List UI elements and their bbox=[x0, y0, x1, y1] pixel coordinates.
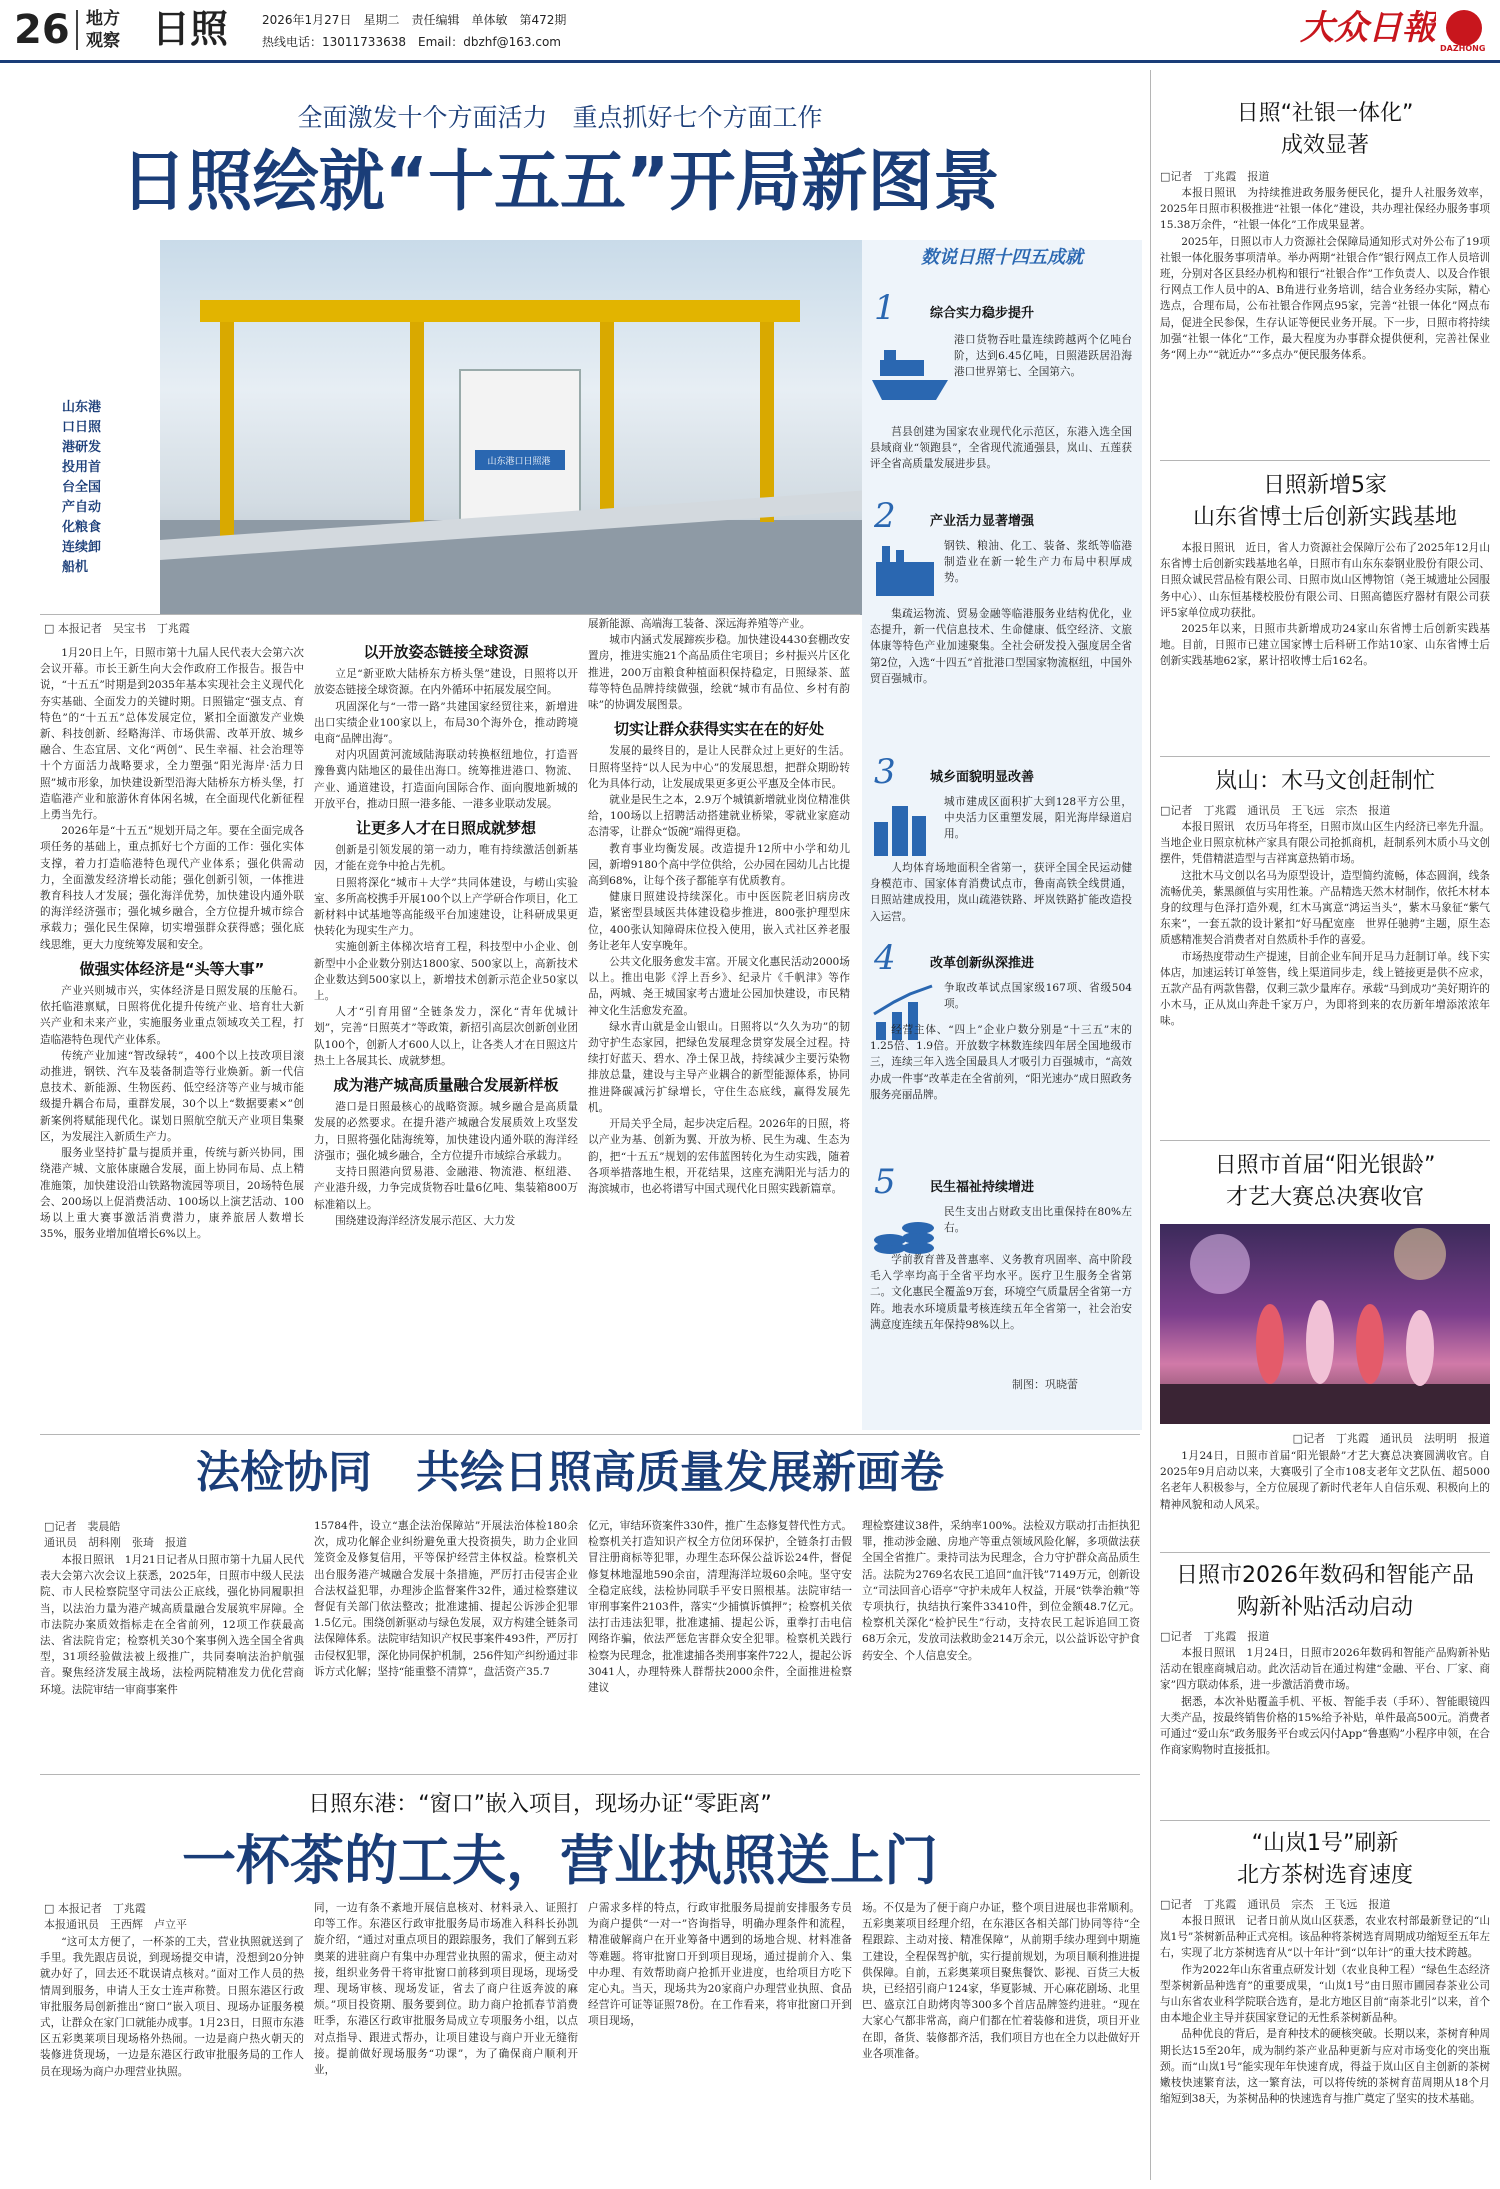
side-title-1: 日照“社银一体化” 成效显著 bbox=[1236, 101, 1414, 158]
fajian-col-3: 亿元，审结环资案件330件，推广生态修复替代性方式。检察机关打造知识产权全方位闭环保护，全链条打击假冒注册商标等犯罪，办理生态环保公益诉讼24件，督促修复林地湿地590余亩，清理海洋垃圾60余吨。坚守安全稳定底线，法检协同联手平安日照根基。法院审结一审刑事案件2103件，落实“少捕慎诉慎押”；检察机关依法打击违法犯罪，批准逮捕、提起公诉，重拳打击电信网络诈骗，依法严惩危害群众安全犯罪。检察机关践行检察为民理念，批准逮捕各类刑事案件722人，提起公诉3041人，办理特殊人群帮扶2000余件，全面推进检察建议 bbox=[588, 1520, 852, 1695]
tea-col-4: 场。不仅是为了便于商户办证，整个项目进展也非常顺利。五彩奥莱项目经理介绍，在东港区各相关部门协同等待“全程跟踪、主动对接、精准保障”，从前期手续办理到中期施工建设，全程保驾护航，实行提前规划，为项目顺利推进提供保障。自前，五彩奥莱项目聚焦餐饮、影视、百货三大板块，已经招引商户124家，华夏影城、开心麻花剧场、北里巴、盛京江自助烤肉等300多个首店品牌签约进驻。“现在大家心气都非常高，商户们都在忙着装修和进货，项目开业在即，备货、装修都齐活，我们项目方也在全力以赴做好开业各项准备。 bbox=[862, 1902, 1140, 2060]
stat-item-2: 2 产业活力显著增强 钢铁、粮油、化工、装备、浆纸等临港制造业在新一轮生产力布局中积厚成势。 集疏运物流、贸易金融等临港服务业结构优化，业态提升，新一代信息技术、生命健康、低空经济、文旅体康等特色产业加速聚集。全社会研发投入强度居全省第2位，入选“十四五”首批港口型国家物流枢纽，中国外贸百强城市。 bbox=[870, 502, 1132, 685]
fajian-col-1: 本报日照讯 1月21日记者从日照市第十九届人民代表大会第六次会议上获悉，2025年，日照市中级人民法院、市人民检察院坚守司法公正底线，强化协同履职担当，以法治力量为港产城高质量融合发展筑牢屏障。全市法院办案质效指标走在全省前列，12项工作获最高法、省法院肯定；检察机关30个案事例入选全国全省典型，31项经验做法被上级推广，共同奏响法治护航强音。聚焦经济发展主战场，法检两院精准发力优化营商环境。法院审结一审商事案件 bbox=[40, 1554, 304, 1696]
edition-name: 日照 bbox=[152, 7, 229, 51]
page-number: 26 bbox=[14, 7, 70, 53]
stat-item-5: 5 民生福祉持续增进 民生支出占财政支出比重保持在80%左右。 学前教育普及普惠率、义务教育巩固率、高中阶段毛入学率均高于全省平均水平。医疗卫生服务全省第二。文化惠民全覆盖9万套，环境空气质量居全省第一方阵。地表水环境质量考核连续五年全省第一，社会治安满意度连续五年保持98%以上。 bbox=[870, 1168, 1132, 1331]
hotline: 热线电话：13011733638 Email：dbzhf@163.com bbox=[262, 35, 561, 49]
lead-subhead-5: 切实让群众获得实实在在的好处 bbox=[613, 720, 824, 739]
fajian-byline-1: □记者 裴晨皓 bbox=[44, 1520, 121, 1533]
lead-col-2: 以开放姿态链接全球资源 立足“新亚欧大陆桥东方桥头堡”建设，日照将以开放姿态链接全球资源。在内外循环中拓展发展空间。 巩固深化与“一带一路”共建国家经贸往来，新增进出口实绩企业100家以上，布局30个海外仓，推动跨境电商“品牌出海”。 对内巩固黄河流域陆海联动转换枢纽地位，打造晋豫鲁冀内陆地区的最佳出海口。统筹推进港口、物流、产业、通道建设，打造面向国际合作、面向腹地新城的开放平台，推动日照一港多能、一港多业联动发展。 让更多人才在日照成就梦想 创新是引领发展的第一动力，唯有持续激活创新基因，才能在竞争中抢占先机。 日照将深化“城市＋大学”共同体建设，与崂山实验室、多所高校携手开展100个以上产学研合作项目，化工新材料中试基地等高能级平台加速建设，让科研成果更快转化为现实生产力。 实施创新主体梯次培育工程，科技型中小企业、创新型中小企业数分别达1800家、500家以上，高新技术企业数达到500家以上，新增技术创新示范企业50家以上。 人才“引育用留”全链条发力，深化“青年优城计划”，完善“日照英才”等政策，新招引高层次创新创业团队100个，创新人才600人以上，让各类人才在日照这片热土上各展其长、成就梦想。 成为港产城高质量融合发展新样板 港口是日照最核心的战略资源。城乡融合是高质量发展的必然要求。在提升港产城融合发展质效上攻坚发力，日照将强化陆海统筹，加快建设内通外联的海洋经济强市；强化城乡融合，全方位提升市域综合承载力。 支持日照港向贸易港、金融港、物流港、枢纽港、产业港升级，力争完成货物吞吐量6亿吨、集装箱800万标准箱以上。 围绕建设海洋经济发展示范区、大力发 bbox=[314, 643, 578, 1227]
side-title-2: 日照新增5家 山东省博士后创新实践基地 bbox=[1192, 473, 1457, 530]
side-title-6: “山岚1号”刷新 北方茶树选育速度 bbox=[1236, 1831, 1413, 1888]
stage-photo bbox=[1160, 1224, 1490, 1424]
ship-icon bbox=[870, 340, 950, 410]
fajian-col-2: 15784件，设立“惠企法治保障站”开展法治体检180余次，成功化解企业纠纷避免重大投资损失，助力企业回笼资金及修复信用，平等保护经营主体权益。检察机关出台服务港产城融合发展十条措施，严厉打击侵害企业合法权益犯罪，办理涉企监督案件32件，通过检察建议督促有关部门依法整改；批准逮捕、提起公诉涉企犯罪1.5亿元。围绕创新驱动与绿色发展，双方构建全链条司法保障体系。法院审结知识产权民事案件493件，严厉打击侵权犯罪，深化协同保护机制，256件知产纠纷通过非诉方式化解；坚持“能重整不清算”，盘活资产35.7 bbox=[314, 1520, 578, 1678]
tea-col-2: 同，一边有条不紊地开展信息核对、材料录入、证照打印等工作。东港区行政审批服务局市场准入科科长孙凯旋介绍，“通过对重点项目的跟踪服务，我们了解到五彩奥莱的进驻商户有集中办理营业执照的需求，便主动对接，组织业务骨干将审批窗口前移到项目现场，现场受理、现场审核、现场发证，省去了商户往返奔波的麻烦。”项目投资期、服务要到位。助力商户抢抓春节消费旺季，东港区行政审批服务局成立专项服务小组，以点对点指导、跟进式帮办，让项目建设与商户开业无缝衔接。提前做好现场服务“功课”，为了确保商户顺利开业， bbox=[314, 1902, 578, 2077]
stat-item-4: 4 改革创新纵深推进 争取改革试点国家级167项、省级504项。 经营主体、“四上”企业户数分别是“十三五”末的1.25倍、1.9倍。开放数字林数连续四年居全国地级市三，连续三年入选全国最具人才吸引力百强城市，“高效办成一件事”改革走在全省前列，“阳光速办”成日照政务服务亮丽品牌。 bbox=[870, 944, 1132, 1101]
newspaper-logo: 大众日報 DAZHONG bbox=[1300, 8, 1486, 53]
factory-icon bbox=[870, 542, 940, 602]
logo-emblem-icon bbox=[1446, 10, 1482, 46]
city-icon bbox=[870, 798, 940, 858]
lead-kicker: 全面激发十个方面活力 重点抓好七个方面工作 bbox=[297, 103, 823, 132]
side-story-2: 日照新增5家 山东省博士后创新实践基地 本报日照讯 近日，省人力资源社会保障厅公布了2025年12月山东省博士后创新实践基地名单，日照市有山东东泰钢业股份有限公司、日照众诚民营品检有限公司、日照市岚山区博物馆（尧王城遗址公园服务中心）、山东恒基楼校股份有限公司、日照高德医疗器材有限公司获评5家单位成功获批。 2025年以来，日照市共新增成功24家山东省博士后创新实践基地。目前，日照市已建立国家博士后科研工作站10家、山东省博士后创新实践基地62家，累计招收博士后162名。 bbox=[1160, 470, 1490, 750]
side-story-3: 岚山：木马文创赶制忙 □记者 丁兆霞 通讯员 王飞远 宗杰 报道 本报日照讯 农历马年将至，日照市岚山区生内经济已率先升温。当地企业日照京杭林产家具有限公司抢抓商机，赶制系列木质小马文创摆件，凭借精湛造型与吉祥寓意热销市场。 这批木马文创以名马为原型设计，造型简约流畅，体态圆润，线条流畅优美，紫黑颜值与实用性兼。产品精选天然木材制作，依托木材本身的纹理与色泽打造外观，红木马寓意“鸿运当头”，紫木马象征“紫气东来”，一套五款的设计紧扣“好马配宽座 世界任驰骋”主题，原生态质感精准契合消费者对自然质朴手作的喜爱。 市场热度带动生产提速，目前企业车间开足马力赶制订单。线下实体店，加速运转订单签售，线上渠道同步走，线上链接更是供不应求，五款产品有两款售罄，仅剩三款少量库存。承载“马到成功”美好期许的小木马，正从岚山奔赴千家万户，为即将到来的农历新年增添浓浓年味。 bbox=[1160, 766, 1490, 1138]
lead-subhead-3: 让更多人才在日照成就梦想 bbox=[355, 819, 536, 838]
side-title-3: 岚山：木马文创赶制忙 bbox=[1214, 769, 1435, 794]
lead-headline: 日照绘就“十五五”开局新图景 bbox=[120, 143, 1000, 220]
tea-col-3: 户需求多样的特点，行政审批服务局提前安排服务专员为商户提供“一对一”咨询指导，明确办理条件和流程，精准破解商户在开业筹备中遇到的场地合规、材料准备等难题。将审批窗口开到项目现场，通过提前介入、集中办理、有效帮助商户抢抓开业进度，也给项目方吃下定心丸。当天，现场共为20家商户办理营业执照、食品经营许可证等证照78份。在工作看来，将审批窗口开到项目现场， bbox=[588, 1902, 852, 2028]
fajian-byline-2: 通讯员 胡科刚 张琦 报道 bbox=[44, 1536, 187, 1549]
lead-photo bbox=[160, 240, 870, 615]
section-b: 观察 bbox=[86, 31, 120, 51]
stats-panel bbox=[862, 240, 1142, 1430]
section-a: 地方 bbox=[86, 9, 120, 29]
side-title-5: 日照市2026年数码和智能产品 购新补贴活动启动 bbox=[1176, 1563, 1474, 1620]
side-story-1: 日照“社银一体化” 成效显著 □记者 丁兆霞 报道 本报日照讯 为持续推进政务服务便民化，提升人社服务效率，2025年日照市积极推进“社银一体化”建设，共办理社保经办服务事项15.38万余件，“社银一体化”工作成果显著。 2025年，日照以市人力资源社会保障局通知形式对外公布了19项社银一体化服务事项清单。举办两期“社银合作”银行网点工作人员培训班，分别对各区县经办机构和银行“社银合作”工作负责人、以及合作银行网点工作人员中的A、B角进行业务培训，结合业务经办实际，精心选点，合理布局，公布社银合作网点95家，完善“社银一体化”网点布局，促进全民参保，生存认证等便民业务开展。下一步，日照市将持续加强“社银一体化”工作，最大程度为办事群众提供便利，完善社保业务“网上办”“就近办”“多点办”便民服务体系。 bbox=[1160, 98, 1490, 458]
lead-subhead-1: 做强实体经济是“头等大事” bbox=[79, 959, 265, 978]
photo-caption: 山东港口日照港研发投用首台全国产自动化粮食连续卸船机 bbox=[62, 400, 102, 575]
tea-headline: 一杯茶的工夫，营业执照送上门 bbox=[182, 1829, 938, 1892]
stat-item-3: 3 城乡面貌明显改善 城市建成区面积扩大到128平方公里，中央活力区重塑发展，阳光海岸绿道启用。 人均体育场地面积全省第一，获评全国全民运动健身模范市、国家体育消费试点市，鲁南高铁全线贯通，日照站建成投用，岚山疏港铁路、坪岚铁路扩能改造投入运营。 bbox=[870, 758, 1132, 923]
stats-credit: 制图：巩晓蕾 bbox=[1012, 1378, 1078, 1391]
lead-subhead-4: 成为港产城高质量融合发展新样板 bbox=[333, 1076, 559, 1095]
side-story-6: “山岚1号”刷新 北方茶树选育速度 □记者 丁兆霞 通讯员 宗杰 王飞远 报道 本报日照讯 记者日前从岚山区获悉，农业农村部最新登记的“山岚1号”茶树新品种正式亮相。该品种将茶树选育周期成功缩短至五年左右，实现了北方茶树选育从“以十年计”到“以年计”的重大技术跨越。 作为2022年山东省重点研发计划（农业良种工程）“绿色生态经济型茶树新品种选育”的重要成果，“山岚1号”由日照市圃园春茶业公司与山东省农业科学院联合选育，是北方地区目前“南茶北引”以来，首个由本地企业主导并获国家登记的无性系茶树新品种。 品种优良的背后，是育种技术的硬核突破。长期以来，茶树育种周期长达15至20年，成为制约茶产业品种更新与应对市场变化的突出瓶颈。而“山岚1号”能实现年年快速育成，得益于岚山区自主创新的茶树嫩枝快速繁育法，这一繁育法，可以将传统的茶树育苗周期从18个月缩短到38天，为茶树品种的快速选育与推广奠定了坚实的技术基础。 bbox=[1160, 1828, 1490, 2184]
tea-col-1: “这可太方便了，一杯茶的工夫，营业执照就送到了手里。我先跟店员说，到现场提交申请，没想到20分钟就办好了，回去还不耽误请点核对。”面对工作人员的热情周到服务，申请人王女士连声称赞。日照东港区行政审批服务局创新推出“窗口”嵌入项目、现场办证服务模式，让群众在家门口就能办成事。1月23日，日照市东港区五彩奥莱项目现场格外热闹。一边是商户热火朝天的装修进货现场，一边是东港区行政审批服务局的工作人员在现场为商户办理营业执照。 bbox=[40, 1936, 304, 2078]
date-line: 2026年1月27日 星期二 责任编辑 单体敏 第472期 bbox=[262, 13, 567, 27]
tea-byline-1: □ 本报记者 丁兆霞 bbox=[44, 1902, 146, 1915]
photo-sign: 山东港口日照港 bbox=[487, 457, 551, 467]
side-story-4: 日照市首届“阳光银龄” 才艺大赛总决赛收官 □记者 丁兆霞 通讯员 法明明 报道 1月24日，日照市首届“阳光银龄”才艺大赛总决赛圆满收官。自2025年9月启动以来，大赛吸引了全市108支老年文艺队伍、超5000名老年人积极参与，全方位展现了新时代老年人自信乐观、积极向上的精神风貌和动人风采。 bbox=[1160, 1150, 1490, 1550]
lead-subhead-2: 以开放姿态链接全球资源 bbox=[363, 643, 529, 661]
stats-title: 数说日照十四五成就 bbox=[921, 247, 1083, 268]
tea-kicker: 日照东港：“窗口”嵌入项目，现场办证“零距离” bbox=[308, 1792, 772, 1817]
lead-col-1: 1月20日上午，日照市第十九届人民代表大会第六次会议开幕。市长王新生向大会作政府工作报告。报告中说，“十五五”时期是到2035年基本实现社会主义现代化夯实基础、全面发力的关键时期。日照锚定“强支点、育特色”的“十五五”总体发展定位，紧扣全面激发产业焕新、科技创新、经略海洋、市场供需、改革开放、城乡融合、生态宜居、文化“两创”、民生幸福、社会治理等十个方面活力战略要求，全力塑强“阳光海岸·活力日照”城市形象，加快建设新型沿海大陆桥东方桥头堡，打造临港产业和旅游休育体闲名城，在全面现代化新征程上勇当先行。 2026年是“十五五”规划开局之年。要在全面完成各项任务的基础上，重点抓好七个方面的工作：强化实体支撑，着力打造临港特色现代产业体系；强化供需动力，全面激发经济增长动能；强化创新引领，一体推进教育科技人才发展；强化海洋优势，加快建设内通外联的海洋经济强市；强化城乡融合，全方位提升城市综合承载力；强化民生保障，切实增强群众获得感；强化底线思维，更大力度统筹发展和安全。 做强实体经济是“头等大事” 产业兴则城市兴，实体经济是日照发展的压舱石。依托临港禀赋，日照将优化提升传统产业、培育壮大新兴产业和未来产业，实施服务业重点领域攻关工程，打造临港特色现代产业体系。 传统产业加速“智改绿转”，400个以上技改项目滚动推进，钢铁、汽车及装备制造等行业焕新。新一代信息技术、新能源、生物医药、低空经济等产业与城市能级提升耦合布局，重群发展，30个以上“数据要素×”创新案例将赋能现代化。谋划日照航空航天产业项目集聚区，为发展注入新质生产力。 服务业坚持扩量与提质并重，传统与新兴协同，围绕港产城、文旅体康融合发展，面上协同布局、点上精准施策，加快建设沿山铁路物流园等项目，20场特色展会、200场以上促消费活动、100场以上演艺活动、100场以上重大赛事激活消费潜力，康养旅居人数增长35%，服务业增加值增长6%以上。 bbox=[40, 647, 304, 1241]
masthead bbox=[0, 0, 1500, 60]
coins-icon bbox=[870, 1208, 940, 1258]
stat-item-1: 1 综合实力稳步提升 港口货物吞吐量连续跨越两个亿吨台阶，达到6.45亿吨，日照港跃居沿海港口世界第七、全国第六。 莒县创建为国家农业现代化示范区，东港入选全国县域商业“领跑县”，全省现代流通强县，岚山、五莲获评全省高质量发展进步县。 bbox=[870, 294, 1132, 471]
tea-byline-2: 本报通讯员 王西辉 卢立平 bbox=[44, 1918, 187, 1931]
side-title-4: 日照市首届“阳光银龄” 才艺大赛总决赛收官 bbox=[1214, 1153, 1436, 1210]
fajian-headline: 法检协同 共绘日照高质量发展新画卷 bbox=[196, 1447, 944, 1498]
lead-byline: □ 本报记者 吴宝书 丁兆霞 bbox=[44, 622, 190, 635]
fajian-col-4: 理检察建议38件，采纳率100%。法检双方联动打击拒执犯罪，推动涉金融、房地产等重点领域风险化解，多项做法获全国全省推广。秉持司法为民理念，合力守护群众高品质生活。法院为2769名农民工追回“血汗钱”7149万元，创新设立“司法回音心语亭”守护未成年人权益，开展“铁拳治赖”等专项执行，执结执行案件33410件，到位金额48.7亿元。检察机关深化“检护民生”行动，支持农民工起诉追回工资68万余元，发放司法救助金214万余元，以公益诉讼守护食药安全、个人信息安全。 bbox=[862, 1520, 1140, 1662]
lead-col-3: 展新能源、高端海工装备、深远海养殖等产业。 城市内涵式发展蹄疾步稳。加快建设4430套棚改安置房，推进实施21个高品质住宅项目；乡村振兴片区化推进，200万亩粮食种植面积保持稳定，日照绿茶、蓝莓等特色品牌持续做强，绘就“城市有品位、乡村有韵味”的协调发展图景。 切实让群众获得实实在在的好处 发展的最终目的，是让人民群众过上更好的生活。日照将坚持“以人民为中心”的发展思想，把群众期盼转化为具体行动，让发展成果更多更公平惠及全体市民。 就业是民生之本，2.9万个城镇新增就业岗位精准供给，100场以上招聘活动搭建就业桥梁，零就业家庭动态清零，让群众“饭碗”端得更稳。 教育事业均衡发展。改造提升12所中小学和幼儿园，新增9180个高中学位供给，公办园在园幼儿占比提高到68%，让每个孩子都能享有优质教育。 健康日照建设持续深化。市中医医院老旧病房改造，紧密型县域医共体建设稳步推进，800张护理型床位，400张认知障碍床位投入使用，嵌入式社区养老服务让老年人安享晚年。 公共文化服务愈发丰富。开展文化惠民活动2000场以上。推出电影《浮上吾乡》、纪录片《千帆津》等作品，两城、尧王城国家考古遗址公园加快建设，市民精神文化生活愈发充盈。 绿水青山就是金山银山。日照将以“久久为功”的韧劲守护生态家园，把绿色发展理念贯穿发展全过程。持续打好蓝天、碧水、净土保卫战，持续减少主要污染物排放总量，建设与主导产业耦合的新型能源体系，协同推进降碳减污扩绿增长，守住生态底线，赢得发展先机。 开局关乎全局，起步决定后程。2026年的日照，将以产业为基、创新为翼、开放为桥、民生为魂、生态为韵，把“十五五”规划的宏伟蓝图转化为生动实践，随着各项举措落地生根，开花结果，这座充满阳光与活力的海滨城市，也必将谱写中国式现代化日照实践新篇章。 bbox=[588, 618, 850, 1195]
side-story-5: 日照市2026年数码和智能产品 购新补贴活动启动 □记者 丁兆霞 报道 本报日照讯 1月24日，日照市2026年数码和智能产品购新补贴活动在银座商城启动。此次活动旨在通过构建“金融、平台、厂家、商家”四方联动体系，进一步激活消费市场。 据悉，本次补贴覆盖手机、平板、智能手表（手环）、智能眼镜四大类产品，按最终销售价格的15%给予补贴，单件最高500元。消费者可通过“爱山东”政务服务平台或云闪付App“鲁惠购”小程序申领，在合作商家购物时直接抵扣。 bbox=[1160, 1560, 1490, 1836]
